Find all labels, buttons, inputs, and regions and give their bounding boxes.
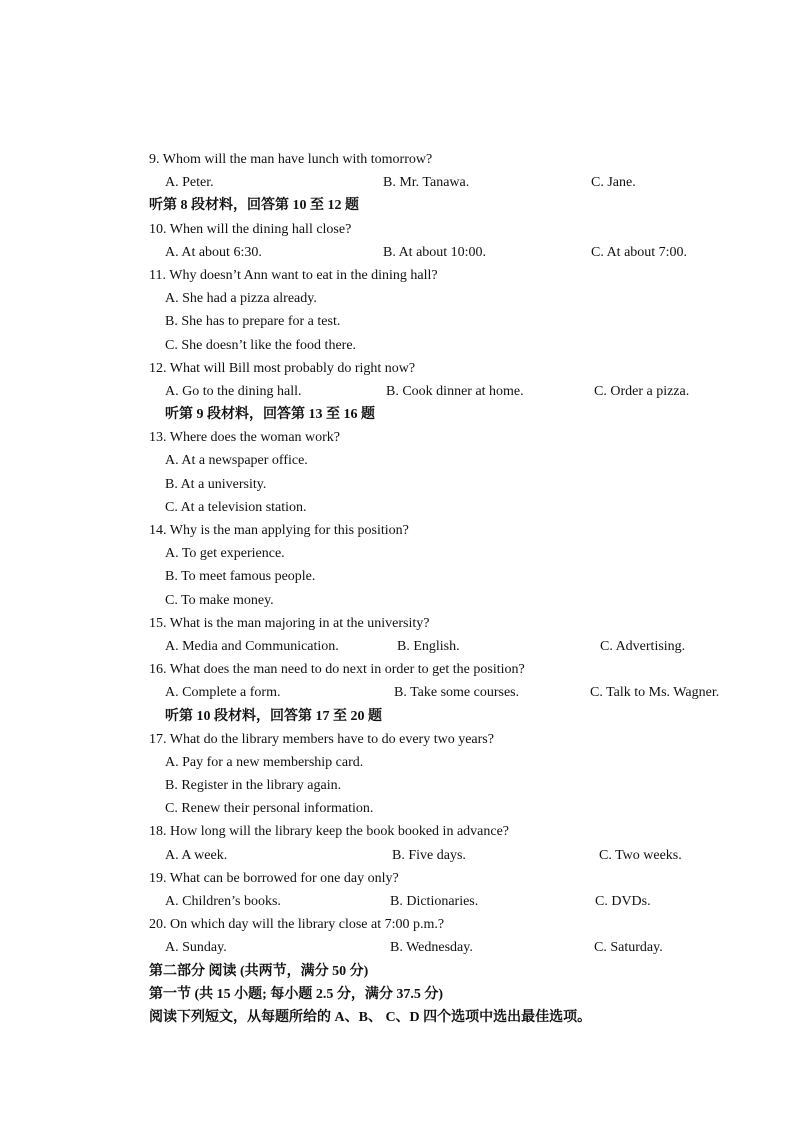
answer-option: B. At about 10:00. <box>383 244 487 260</box>
question-text: 13. Where does the woman work? <box>149 430 341 446</box>
question-text: 20. On which day will the library close at 7:00 p.m.? <box>149 917 445 933</box>
answer-option: C. To make money. <box>165 592 274 608</box>
answer-option: B. Wednesday. <box>390 940 473 956</box>
answer-option: C. At a television station. <box>165 499 307 515</box>
answer-option: A. Pay for a new membership card. <box>165 754 364 770</box>
answer-options-row <box>149 635 769 658</box>
answer-options-row <box>149 681 769 704</box>
answer-option: C. Two weeks. <box>599 847 682 863</box>
answer-options-row <box>149 380 769 403</box>
answer-option: C. She doesn’t like the food there. <box>165 337 357 353</box>
answer-option: B. Cook dinner at home. <box>386 383 524 399</box>
answer-option: A. A week. <box>165 847 228 863</box>
question-text: 9. Whom will the man have lunch with tomorrow? <box>149 152 433 167</box>
question-text: 16. What does the man need to do next in order to get the position? <box>149 662 525 678</box>
question-text: 18. How long will the library keep the book booked in advance? <box>149 824 510 840</box>
section-heading: 听第 9 段材料，回答第 13 至 16 题 <box>165 407 375 423</box>
question-text: 17. What do the library members have to do every two years? <box>149 731 494 747</box>
section-heading: 第一节 (共 15 小题; 每小题 2.5 分，满分 37.5 分) <box>149 986 443 1002</box>
answer-option: A. At a newspaper office. <box>165 453 308 469</box>
answer-options-row <box>149 936 769 959</box>
answer-option: B. English. <box>397 638 460 654</box>
answer-option: A. Media and Communication. <box>165 638 339 654</box>
section-heading: 听第 8 段材料，回答第 10 至 12 题 <box>149 198 359 214</box>
answer-option: C. Jane. <box>591 175 636 191</box>
answer-option: B. She has to prepare for a test. <box>165 314 341 330</box>
answer-option: B. Mr. Tanawa. <box>383 175 470 191</box>
answer-options-row <box>149 241 769 264</box>
answer-option: A. To get experience. <box>165 546 285 562</box>
answer-option: C. DVDs. <box>595 894 651 909</box>
answer-options-row <box>149 171 769 194</box>
question-text: 10. When will the dining hall close? <box>149 221 352 237</box>
question-text: 11. Why doesn’t Ann want to eat in the dining hall? <box>149 267 438 283</box>
answer-option: A. Sunday. <box>165 940 227 956</box>
answer-options-row <box>149 890 769 913</box>
answer-option: B. To meet famous people. <box>165 569 316 585</box>
answer-option: A. Complete a form. <box>165 685 281 701</box>
section-heading: 第二部分 阅读 (共两节，满分 50 分) <box>149 963 369 979</box>
answer-option: B. Dictionaries. <box>390 894 479 909</box>
listening-questions <box>149 148 769 1029</box>
answer-option: C. Order a pizza. <box>594 383 690 399</box>
section-heading: 听第 10 段材料，回答第 17 至 20 题 <box>165 708 382 724</box>
answer-option: A. Children’s books. <box>165 894 281 909</box>
answer-option: C. Talk to Ms. Wagner. <box>590 685 720 701</box>
section-heading: 阅读下列短文，从每题所给的 A、B、 C、D 四个选项中选出最佳选项。 <box>149 1009 592 1025</box>
question-text: 14. Why is the man applying for this position? <box>149 523 409 538</box>
answer-option: C. Renew their personal information. <box>165 801 374 817</box>
question-text: 19. What can be borrowed for one day only? <box>149 870 399 886</box>
question-text: 12. What will Bill most probably do right now? <box>149 360 416 376</box>
answer-option: B. Five days. <box>392 847 466 863</box>
answer-option: B. Register in the library again. <box>165 778 342 794</box>
answer-option: C. Advertising. <box>600 638 686 654</box>
answer-option: A. She had a pizza already. <box>165 291 317 307</box>
answer-option: C. Saturday. <box>594 940 663 956</box>
answer-option: B. At a university. <box>165 476 267 492</box>
answer-options-row <box>149 844 769 867</box>
answer-option: A. Go to the dining hall. <box>165 383 302 399</box>
answer-option: A. Peter. <box>165 175 214 191</box>
answer-option: B. Take some courses. <box>394 685 520 701</box>
question-text: 15. What is the man majoring in at the university? <box>149 615 430 631</box>
answer-option: A. At about 6:30. <box>165 244 262 260</box>
answer-option: C. At about 7:00. <box>591 244 688 260</box>
